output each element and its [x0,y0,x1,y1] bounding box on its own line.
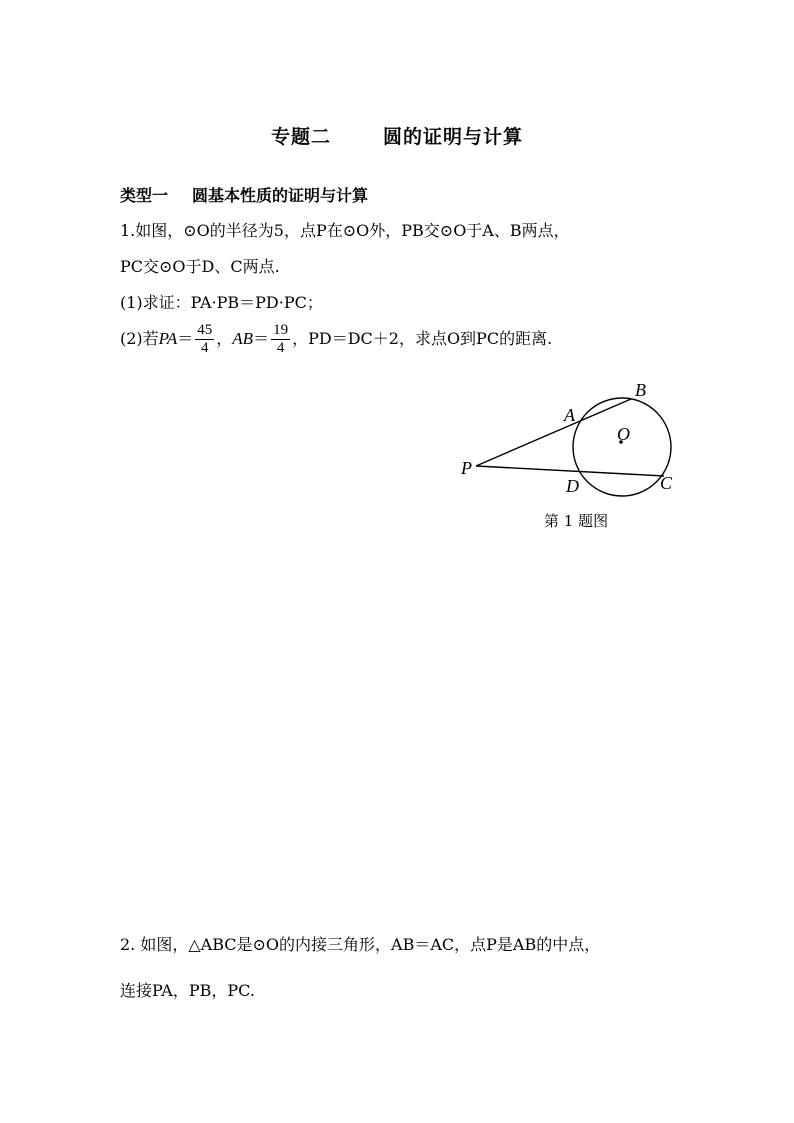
problem1-number: 1. [120,221,136,240]
section-part1: 类型一 [120,186,169,205]
segment-pb [476,399,631,466]
problem2-line1 [120,932,600,955]
title-part1: 专题二 [270,126,331,148]
problem2-line2: 连接PA，PB，PC. [120,981,255,1000]
fraction-pa-denominator: 4 [201,340,209,356]
fraction-pa-numerator: 45 [197,322,213,338]
part1-label: (1)求证： [120,293,191,312]
segment-pc [476,466,664,476]
label-p: P [461,458,472,478]
problem1-part2: (2)若PA＝ $\frac{45}{4}$ ，AB＝ $\frac{19}{4}$ ，PD＝DC＋2，求点O到PC的距离. [120,322,553,356]
part2-label: (2)若 [120,329,159,348]
part1-equation: PA·PB＝PD·PC； [190,293,323,312]
fraction-ab-denominator: 4 [276,340,285,356]
section-part2: 圆基本性质的证明与计算 [192,186,369,205]
label-a: A [564,405,575,425]
label-d: D [566,476,579,496]
problem2-line1-text: 如图，△ABC是⊙O的内接三角形，AB＝AC，点P是AB的中点， [140,935,601,954]
circle-o [573,398,671,496]
part2-tail: PD＝DC＋2，求点O到PC的距离. [308,329,553,348]
problem2-number: 2. [120,935,136,954]
problem1-line1-text: 如图，⊙O的半径为5，点P在⊙O外，PB交⊙O于A、B两点， [135,221,570,240]
fraction-ab-numerator: 19 [273,322,289,338]
label-b: B [635,380,646,400]
title-part2: 圆的证明与计算 [383,126,524,148]
problem1-line2: PC交⊙O于D、C两点. [120,257,280,276]
label-o: O [617,424,630,444]
figure1-caption: 第 1 题图 [544,512,609,530]
label-c: C [660,473,673,493]
